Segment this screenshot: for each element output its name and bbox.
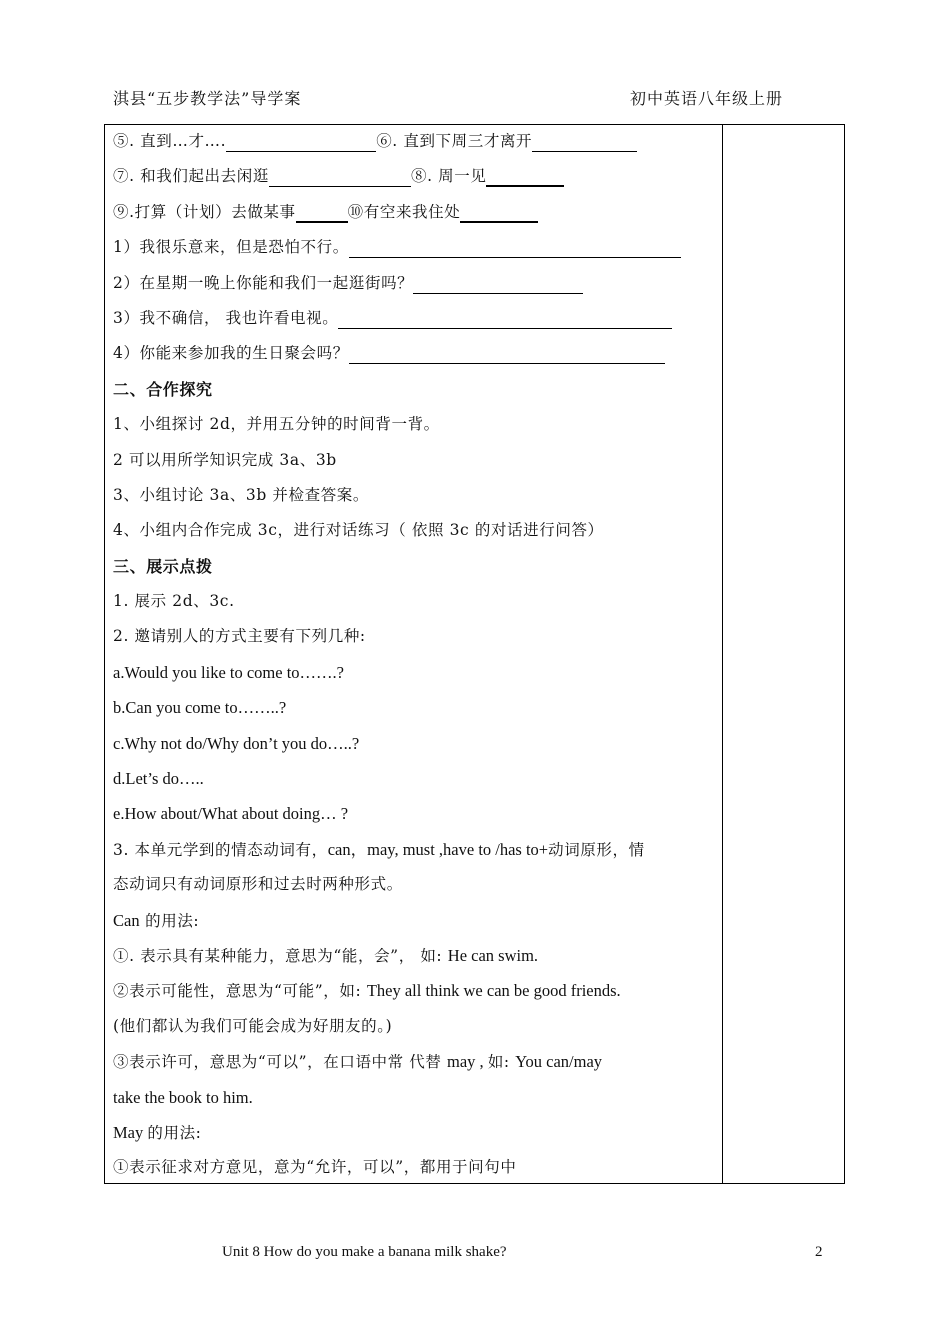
text-line: 1、小组探讨 2d，并用五分钟的时间背一背。 [113, 415, 440, 434]
text-line: 3、小组讨论 3a、3b 并检查答案。 [113, 485, 370, 504]
answer-blank[interactable] [269, 166, 411, 187]
answer-blank[interactable] [349, 237, 681, 258]
text-line: 3. 本单元学到的情态动词有，can，may, must ,have to /has to+动词原形，情 [113, 839, 645, 859]
text-line: ③表示许可，意思为“可以”，在口语中常 代替 may , 如: You can/may [113, 1052, 603, 1072]
text-line: 3）我不确信， 我也许看电视。 [113, 301, 718, 336]
text-line: b.Can you come to……..? [113, 698, 287, 718]
text-line: 2. 邀请别人的方式主要有下列几种: [113, 627, 366, 646]
header-right: 初中英语八年级上册 [630, 89, 784, 108]
text-line: a.Would you like to come to…….? [113, 662, 344, 682]
answer-blank[interactable] [460, 201, 538, 223]
answer-blank[interactable] [338, 308, 672, 329]
worksheet-content [113, 124, 718, 1186]
section-heading: 二、合作探究 [113, 379, 213, 399]
answer-blank[interactable] [226, 131, 376, 152]
answer-blank[interactable] [532, 131, 637, 152]
text-line: 4）你能来参加我的生日聚会吗？ [113, 336, 718, 371]
text-line: 1. 展示 2d、3c. [113, 592, 235, 611]
answer-blank[interactable] [486, 165, 564, 187]
text-line: ⑨.打算（计划）去做某事 ⑩有空来我住处 [113, 195, 718, 230]
text-line: (他们都认为我们可能会成为好朋友的。) [113, 1016, 393, 1035]
text-line: 态动词只有动词原形和过去时两种形式。 [113, 875, 403, 894]
answer-blank[interactable] [349, 343, 665, 364]
text-line: 2）在星期一晚上你能和我们一起逛街吗？ [113, 266, 718, 301]
answer-blank[interactable] [413, 273, 583, 294]
text-line: c.Why not do/Why don’t you do…..? [113, 733, 360, 753]
text-line: ①. 表示具有某种能力，意思为“能，会”， 如: He can swim. [113, 945, 539, 965]
text-line: ②表示可能性，意思为“可能”，如: They all think we can be good friends. [113, 981, 621, 1001]
text-line: 4、小组内合作完成 3c，进行对话练习（ 依照 3c 的对话进行问答） [113, 521, 604, 540]
text-line: e.How about/What about doing… ? [113, 804, 349, 824]
text-line: ⑦. 和我们起出去闲逛 ⑧. 周一见 [113, 159, 718, 194]
text-line: take the book to him. [113, 1087, 253, 1107]
text-line: d.Let’s do….. [113, 769, 204, 789]
table-column-divider [722, 124, 723, 1184]
answer-blank[interactable] [296, 201, 348, 223]
text-line: ①表示征求对方意见，意为“允许，可以”，都用于问句中 [113, 1158, 517, 1177]
header-left: 淇县“五步教学法”导学案 [113, 89, 302, 108]
section-heading: 三、展示点拨 [113, 556, 213, 576]
page-number: 2 [815, 1244, 823, 1260]
text-line: 2 可以用所学知识完成 3a、3b [113, 450, 337, 469]
text-line: May 的用法: [113, 1122, 202, 1142]
text-line: 1）我很乐意来，但是恐怕不行。 [113, 230, 718, 265]
text-line: Can 的用法: [113, 910, 200, 930]
text-line: ⑤. 直到…才…. ⑥. 直到下周三才离开 [113, 124, 718, 159]
footer-title: Unit 8 How do you make a banana milk shake? [222, 1244, 507, 1260]
